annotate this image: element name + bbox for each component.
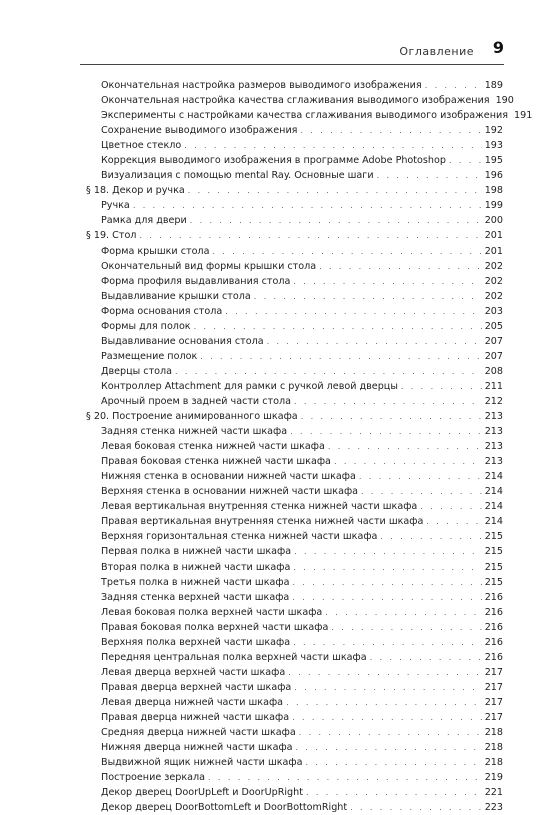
toc-entry-page: 214 xyxy=(484,501,503,513)
toc-entry-title: Размещение полок xyxy=(101,350,198,362)
toc-entry-page: 217 xyxy=(484,681,503,693)
toc-entry[interactable] xyxy=(86,198,503,213)
toc-entry-page: 214 xyxy=(484,486,503,498)
toc-leader-dots xyxy=(184,138,481,153)
toc-entry-page: 201 xyxy=(484,245,503,257)
toc-leader-dots xyxy=(350,800,482,815)
toc-entry-title: Декор дверец DoorBottomLeft и DoorBottomRight xyxy=(101,802,348,814)
toc-leader-dots xyxy=(190,213,482,228)
toc-entry-page: 200 xyxy=(484,215,503,227)
toc-leader-dots xyxy=(425,78,482,93)
toc-leader-dots xyxy=(286,695,482,710)
toc-entry-page: 193 xyxy=(484,140,503,152)
toc-leader-dots xyxy=(293,635,482,650)
toc-leader-dots xyxy=(288,665,481,680)
toc-leader-dots xyxy=(294,544,482,559)
toc-entry-title: Правая боковая стенка нижней части шкафа xyxy=(101,456,331,468)
toc-leader-dots xyxy=(296,740,482,755)
toc-leader-dots xyxy=(331,620,481,635)
toc-entry-page: 216 xyxy=(484,606,503,618)
toc-entry-title: Ручка xyxy=(101,200,130,212)
toc-entry-title: Передняя центральная полка верхней части шкафа xyxy=(101,651,367,663)
toc-entry-title: Задняя стенка верхней части шкафа xyxy=(101,591,290,603)
toc-entry[interactable] xyxy=(86,635,503,650)
toc-entry[interactable] xyxy=(86,349,503,364)
toc-entry-title: Сохранение выводимого изображения xyxy=(101,125,298,137)
toc-entry[interactable] xyxy=(86,740,503,755)
toc-entry[interactable] xyxy=(86,364,503,379)
toc-entry[interactable] xyxy=(86,590,503,605)
toc-entry-title: Правая дверца верхней части шкафа xyxy=(101,681,292,693)
toc-entry-title: Выдавливание крышки стола xyxy=(101,290,251,302)
toc-entry-page: 191 xyxy=(513,110,533,122)
toc-entry-page: 212 xyxy=(484,395,503,407)
toc-entry-title: Контроллер Attachment для рамки с ручкой левой дверцы xyxy=(101,380,398,392)
toc-entry-title: Верхняя стенка в основании нижней части шкафа xyxy=(101,486,359,498)
toc-entry[interactable] xyxy=(86,439,503,454)
toc-leader-dots xyxy=(267,334,482,349)
toc-entry[interactable] xyxy=(86,93,514,108)
toc-leader-dots xyxy=(194,319,482,334)
toc-leader-dots xyxy=(334,454,482,469)
toc-entry-page: 213 xyxy=(484,426,503,438)
toc-entry-page: 202 xyxy=(484,275,503,287)
toc-entry-title: Построение зеркала xyxy=(101,772,206,784)
toc-entry-page: 199 xyxy=(484,200,503,212)
toc-entry[interactable] xyxy=(86,650,503,665)
toc-entry-title: Форма крышки стола xyxy=(101,245,210,257)
toc-entry[interactable] xyxy=(86,575,503,590)
toc-leader-dots xyxy=(293,560,481,575)
toc-entry-page: 223 xyxy=(484,802,503,814)
toc-entry-page: 213 xyxy=(484,456,503,468)
toc-entry[interactable] xyxy=(86,680,503,695)
toc-entry-page: 202 xyxy=(484,290,503,302)
toc-entry[interactable] xyxy=(86,213,503,228)
toc-entry[interactable] xyxy=(86,289,503,304)
toc-leader-dots xyxy=(420,499,481,514)
toc-entry-page: 213 xyxy=(484,411,503,423)
toc-entry-page: 208 xyxy=(484,365,503,377)
toc-entry-page: 190 xyxy=(495,95,514,107)
toc-entry-title: Верхняя горизонтальная стенка нижней части шкафа xyxy=(101,531,378,543)
toc-entry-title: Первая полка в нижней части шкафа xyxy=(101,546,292,558)
toc-leader-dots xyxy=(200,349,481,364)
toc-entry[interactable] xyxy=(86,424,503,439)
toc-entry-page: 214 xyxy=(484,516,503,528)
toc-leader-dots xyxy=(370,650,482,665)
toc-entry[interactable] xyxy=(86,394,503,409)
toc-entry-page: 215 xyxy=(484,561,503,573)
toc-entry[interactable] xyxy=(86,153,503,168)
toc-leader-dots xyxy=(225,304,481,319)
toc-entry-title: Форма основания стола xyxy=(101,305,223,317)
toc-entry-title: Коррекция выводимого изображения в программе Adobe Photoshop xyxy=(101,155,446,167)
toc-entry-page: 216 xyxy=(484,651,503,663)
toc-leader-dots xyxy=(290,424,482,439)
toc-entry[interactable] xyxy=(86,334,503,349)
toc-entry-page: 213 xyxy=(484,441,503,453)
toc-entry-page: 216 xyxy=(484,636,503,648)
toc-entry-title: Окончательная настройка качества сглаживания выводимого изображения xyxy=(101,95,490,107)
toc-leader-dots xyxy=(208,770,482,785)
toc-entry-title: Дверцы стола xyxy=(101,365,173,377)
toc-leader-dots xyxy=(328,439,482,454)
toc-entry-title: Арочный проем в задней части стола xyxy=(101,395,291,407)
toc-leader-dots xyxy=(294,680,481,695)
header-page-number: 9 xyxy=(492,38,504,57)
toc-entry[interactable] xyxy=(86,274,503,289)
toc-entry[interactable] xyxy=(86,725,503,740)
toc-entry-title: Декор дверец DoorUpLeft и DoorUpRight xyxy=(101,787,303,799)
toc-entry-page: 215 xyxy=(484,576,503,588)
toc-entry[interactable] xyxy=(86,755,503,770)
toc-entry[interactable] xyxy=(86,695,503,710)
toc-entry-page: 215 xyxy=(484,531,503,543)
toc-entry[interactable] xyxy=(86,770,503,785)
toc-entry-page: 221 xyxy=(484,787,503,799)
toc-entry-page: 217 xyxy=(484,666,503,678)
toc-leader-dots xyxy=(254,289,482,304)
toc-section-entry[interactable] xyxy=(86,228,503,243)
toc-leader-dots xyxy=(380,529,481,544)
toc-entry-title: § 20. Построение анимированного шкафа xyxy=(86,411,298,423)
toc-entry[interactable] xyxy=(86,78,503,93)
toc-entry[interactable] xyxy=(86,544,503,559)
toc-leader-dots xyxy=(188,183,482,198)
toc-entry-page: 219 xyxy=(484,772,503,784)
toc-entry[interactable] xyxy=(86,469,503,484)
toc-entry-title: Нижняя стенка в основании нижней части шкафа xyxy=(101,471,356,483)
toc-leader-dots xyxy=(292,590,481,605)
toc-entry-title: Третья полка в нижней части шкафа xyxy=(101,576,290,588)
toc-entry-page: 217 xyxy=(484,696,503,708)
toc-entry[interactable] xyxy=(86,168,503,183)
toc-leader-dots xyxy=(361,484,482,499)
toc-section-entry[interactable] xyxy=(86,409,503,424)
toc-entry-title: § 19. Стол xyxy=(86,230,137,242)
toc-leader-dots xyxy=(449,153,482,168)
toc-entry-page: 207 xyxy=(484,335,503,347)
toc-entry[interactable] xyxy=(86,665,503,680)
toc-entry-page: 203 xyxy=(484,305,503,317)
toc-leader-dots xyxy=(139,228,481,243)
toc-leader-dots xyxy=(299,725,482,740)
toc-entry[interactable] xyxy=(86,304,503,319)
toc-entry[interactable] xyxy=(86,620,503,635)
toc-entry[interactable] xyxy=(86,605,503,620)
toc-leader-dots xyxy=(319,259,482,274)
toc-leader-dots xyxy=(306,785,482,800)
toc-leader-dots xyxy=(305,755,481,770)
toc-leader-dots xyxy=(426,514,481,529)
toc-entry-title: Нижняя дверца нижней части шкафа xyxy=(101,742,293,754)
toc-entry[interactable] xyxy=(86,514,503,529)
toc-leader-dots xyxy=(133,198,482,213)
toc-entry[interactable] xyxy=(86,319,503,334)
running-header xyxy=(80,40,504,65)
toc-entry-title: Левая боковая стенка нижней части шкафа xyxy=(101,441,325,453)
toc-entry-title: Выдавливание основания стола xyxy=(101,335,264,347)
toc-entry-page: 205 xyxy=(484,320,503,332)
toc-leader-dots xyxy=(300,123,481,138)
toc-entry-title: Левая дверца нижней части шкафа xyxy=(101,696,284,708)
toc-entry-title: Форма профиля выдавливания стола xyxy=(101,275,291,287)
toc-leader-dots xyxy=(325,605,481,620)
toc-entry-page: 207 xyxy=(484,350,503,362)
header-title: Оглавление xyxy=(399,45,474,58)
toc-leader-dots xyxy=(401,379,482,394)
toc-entry-page: 217 xyxy=(484,711,503,723)
toc-leader-dots xyxy=(359,469,482,484)
toc-entry[interactable] xyxy=(86,484,503,499)
toc-entry-page: 211 xyxy=(484,380,503,392)
toc-entry[interactable] xyxy=(86,499,503,514)
toc-leader-dots xyxy=(293,274,481,289)
toc-entry-page: 218 xyxy=(484,742,503,754)
toc-entry-title: Окончательный вид формы крышки стола xyxy=(101,260,317,272)
toc-entry-title: Выдвижной ящик нижней части шкафа xyxy=(101,757,303,769)
toc-entry[interactable] xyxy=(86,454,503,469)
toc-entry[interactable] xyxy=(86,560,503,575)
toc-leader-dots xyxy=(292,710,482,725)
toc-entry-title: Вторая полка в нижней части шкафа xyxy=(101,561,291,573)
toc-section-entry[interactable] xyxy=(86,183,503,198)
toc-entry[interactable] xyxy=(86,138,503,153)
toc-entry[interactable] xyxy=(86,123,503,138)
toc-leader-dots xyxy=(377,168,482,183)
toc-entry-page: 216 xyxy=(484,591,503,603)
table-of-contents xyxy=(86,78,533,815)
toc-entry-title: Средняя дверца нижней части шкафа xyxy=(101,727,296,739)
toc-entry[interactable] xyxy=(86,108,533,123)
toc-entry-title: Правая боковая полка верхней части шкафа xyxy=(101,621,329,633)
toc-entry-page: 214 xyxy=(484,471,503,483)
toc-entry[interactable] xyxy=(86,710,503,725)
toc-entry[interactable] xyxy=(86,379,503,394)
toc-entry-title: Эксперименты с настройками качества сглаживания выводимого изображения xyxy=(101,110,508,122)
toc-entry[interactable] xyxy=(86,244,503,259)
toc-entry-page: 201 xyxy=(484,230,503,242)
toc-entry-title: Рамка для двери xyxy=(101,215,187,227)
toc-entry-title: Верхняя полка верхней части шкафа xyxy=(101,636,291,648)
toc-entry-title: Правая вертикальная внутренняя стенка нижней части шкафа xyxy=(101,516,424,528)
toc-entry-title: Левая боковая полка верхней части шкафа xyxy=(101,606,323,618)
toc-entry-title: Формы для полок xyxy=(101,320,191,332)
toc-entry-title: Окончательная настройка размеров выводимого изображения xyxy=(101,80,422,91)
toc-entry-page: 218 xyxy=(484,757,503,769)
toc-entry[interactable] xyxy=(86,785,503,800)
toc-entry-title: Цветное стекло xyxy=(101,140,182,152)
toc-entry-page: 189 xyxy=(484,80,503,91)
toc-entry-page: 218 xyxy=(484,727,503,739)
toc-entry-page: 195 xyxy=(484,155,503,167)
toc-entry-title: Визуализация с помощью mental Ray. Основные шаги xyxy=(101,170,374,182)
toc-leader-dots xyxy=(175,364,482,379)
toc-entry-page: 216 xyxy=(484,621,503,633)
toc-entry[interactable] xyxy=(86,800,503,815)
toc-leader-dots xyxy=(292,575,481,590)
toc-entry-page: 192 xyxy=(484,125,503,137)
toc-leader-dots xyxy=(301,409,482,424)
toc-entry[interactable] xyxy=(86,259,503,274)
toc-leader-dots xyxy=(212,244,481,259)
toc-entry[interactable] xyxy=(86,529,503,544)
toc-leader-dots xyxy=(294,394,482,409)
toc-entry-title: § 18. Декор и ручка xyxy=(86,185,185,197)
toc-entry-title: Правая дверца нижней части шкафа xyxy=(101,711,290,723)
toc-entry-page: 202 xyxy=(484,260,503,272)
toc-entry-page: 198 xyxy=(484,185,503,197)
toc-entry-title: Левая дверца верхней части шкафа xyxy=(101,666,286,678)
toc-entry-title: Задняя стенка нижней части шкафа xyxy=(101,426,288,438)
toc-entry-title: Левая вертикальная внутренняя стенка нижней части шкафа xyxy=(101,501,418,513)
toc-entry-page: 196 xyxy=(484,170,503,182)
toc-entry-page: 215 xyxy=(484,546,503,558)
